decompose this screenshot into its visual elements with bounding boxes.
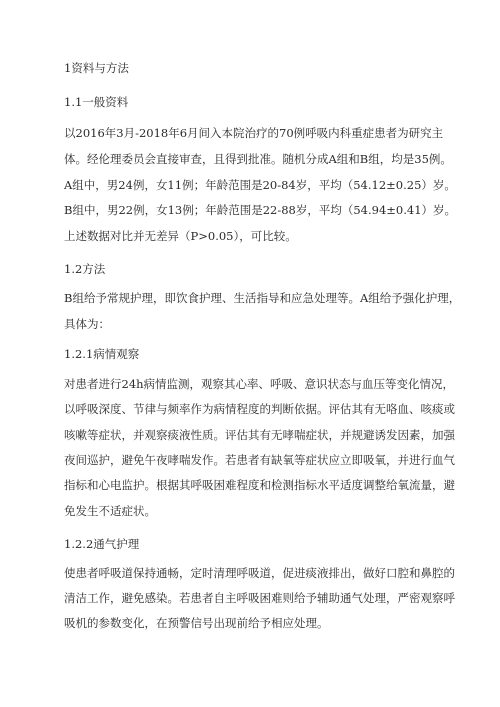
paragraph-line: 夜间巡护，避免午夜哮喘发作。若患者有缺氧等症状应立即吸氧，并进行血气 — [64, 453, 455, 467]
paragraph-line: 体。经伦理委员会直接审查，且得到批准。随机分成A组和B组，均是35例。 — [64, 152, 452, 166]
paragraph-line: A组中，男24例，女11例；年龄范围是20-84岁，平均（54.12±0.25）岁。 — [64, 178, 456, 192]
paragraph-line: 以2016年3月-2018年6月间入本院治疗的70例呼吸内科重症患者为研究主 — [64, 126, 444, 140]
paragraph-line: 上述数据对比并无差异（P>0.05），可比较。 — [64, 229, 297, 243]
paragraph-line: 指标和心电监护。根据其呼吸困难程度和检测指标水平适度调整给氧流量，避 — [64, 478, 455, 492]
paragraph-line: 免发生不适症状。 — [64, 504, 156, 518]
paragraph-line: 对患者进行24h病情监测，观察其心率、呼吸、意识状态与血压等变化情况， — [64, 377, 455, 391]
paragraph-line: B组中，男22例，女13例；年龄范围是22-88岁，平均（54.94±0.41）岁。 — [64, 203, 457, 217]
paragraph-line: 使患者呼吸道保持通畅，定时清理呼吸道，促进痰液排出，做好口腔和鼻腔的 — [64, 566, 455, 580]
subsubsection-heading: 1.2.2通气护理 — [64, 537, 140, 551]
subsection-heading: 1.1一般资料 — [64, 95, 129, 109]
subsubsection-heading: 1.2.1病情观察 — [64, 347, 140, 361]
paragraph-line: 以呼吸深度、节律与频率作为病情程度的判断依据。评估其有无咯血、咳痰或 — [64, 402, 455, 416]
subsection-heading: 1.2方法 — [64, 262, 106, 276]
paragraph-line: 具体为： — [64, 317, 110, 331]
section-heading: 1资料与方法 — [64, 61, 129, 75]
paragraph-line: 清洁工作，避免感染。若患者自主呼吸困难则给予辅助通气处理，严密观察呼 — [64, 591, 455, 605]
paragraph-line: 咳嗽等症状，并观察痰液性质。评估其有无哮喘症状，并规避诱发因素，加强 — [64, 428, 455, 442]
paragraph-line: B组给予常规护理，即饮食护理、生活指导和应急处理等。A组给予强化护理， — [64, 291, 461, 305]
paragraph-line: 吸机的参数变化，在预警信号出现前给予相应处理。 — [64, 616, 329, 630]
